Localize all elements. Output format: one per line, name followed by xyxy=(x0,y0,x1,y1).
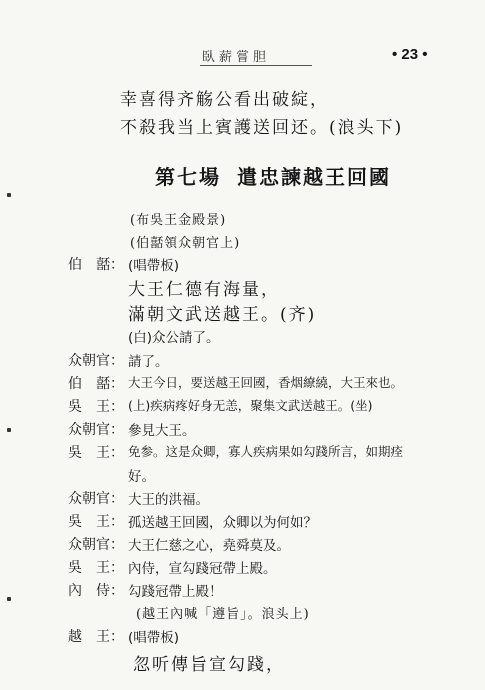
scene-heading xyxy=(155,161,391,190)
verse-line: 忽听傳旨宣勾踐， xyxy=(133,655,285,675)
verse-line: 大王仁德有海量， xyxy=(128,280,280,300)
dialogue-line: 內侍，宣勾踐冠帶上殿。 xyxy=(128,561,277,577)
dialogue-line: (唱帶板) xyxy=(128,630,180,646)
dialogue-line: (上)疾病疼好身无恙，聚集文武送越王。(坐) xyxy=(128,398,373,413)
margin-mark xyxy=(7,428,11,432)
opening-verse-1: 幸喜得齐觞公看出破綻， xyxy=(120,90,329,110)
header-underline xyxy=(200,65,312,66)
opening-verse-2: 不殺我当上賓護送回还。(浪头下) xyxy=(120,118,404,138)
dialogue-line: 好。 xyxy=(128,469,155,485)
speaker-label: 吳 王： xyxy=(68,560,124,576)
dialogue-line: (唱帶板) xyxy=(128,258,180,274)
dialogue-line: (白)众公請了。 xyxy=(128,330,220,346)
stage-direction-1: (布吳王金殿景) xyxy=(130,213,227,228)
scene-number: 第七場 xyxy=(155,165,221,189)
speaker-label: 众朝官： xyxy=(68,353,124,369)
page-number: • 23 • xyxy=(392,46,428,63)
speaker-label: 众朝官： xyxy=(68,537,124,553)
dialogue-line: 參見大王。 xyxy=(128,423,196,439)
margin-mark xyxy=(7,193,11,197)
speaker-label: 吳 王： xyxy=(68,514,124,530)
dialogue-line: 大王仁慈之心，堯舜莫及。 xyxy=(128,538,290,554)
speaker-label: 伯 嚭： xyxy=(68,376,124,392)
speaker-label: 內 侍： xyxy=(68,583,124,599)
stage-direction: (越王內喊「遵旨」。浪头上) xyxy=(136,607,310,622)
dialogue-line: 孤送越王回國，众卿以为何如？ xyxy=(128,515,317,531)
stage-direction-2: (伯嚭領众朝官上) xyxy=(130,236,241,251)
dialogue-line: 請了。 xyxy=(128,354,169,370)
speaker-label: 吳 王： xyxy=(68,399,124,415)
dialogue-line: 勾踐冠帶上殿！ xyxy=(128,584,223,600)
speaker-label: 伯 嚭： xyxy=(68,257,124,273)
speaker-label: 众朝官： xyxy=(68,422,124,438)
speaker-label: 众朝官： xyxy=(68,491,124,507)
dialogue-line: 大王今日，要送越王回國，香烟繚繞，大王來也。 xyxy=(128,375,404,390)
running-header-title: 臥薪嘗胆 xyxy=(202,50,271,65)
verse-line: 滿朝文武送越王。(齐) xyxy=(128,305,317,325)
dialogue-line: 免参。这是众卿，寡人疾病果如勾踐所言，如期痊 xyxy=(128,444,404,459)
dialogue-line: 大王的洪福。 xyxy=(128,492,209,508)
scene-title: 遣忠諫越王回國 xyxy=(237,165,391,189)
speaker-label: 越 王： xyxy=(68,629,124,645)
margin-mark xyxy=(7,597,11,601)
speaker-label: 吳 王： xyxy=(68,445,124,461)
